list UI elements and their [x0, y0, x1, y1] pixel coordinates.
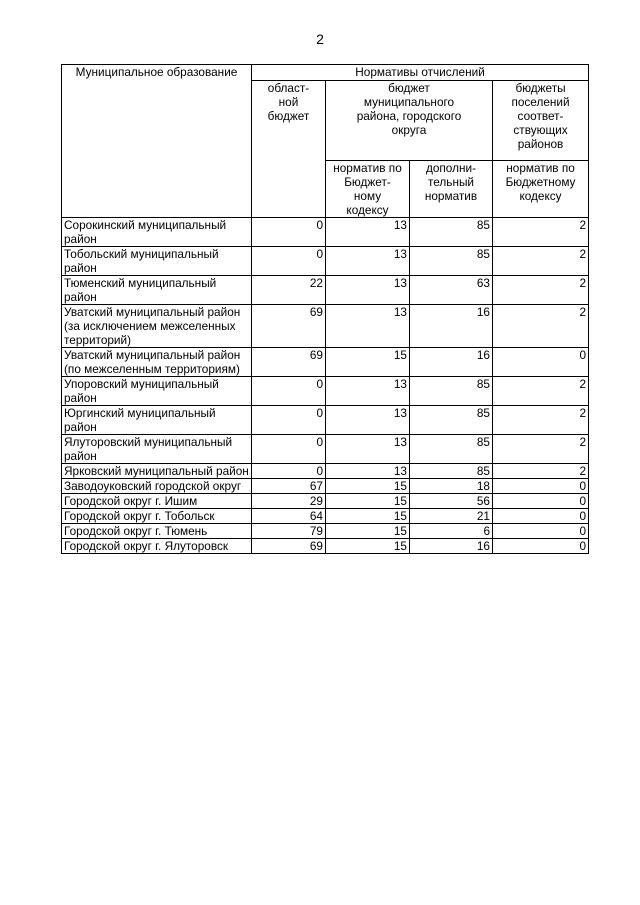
cell-settlement: 2	[493, 464, 589, 479]
cell-additional: 85	[410, 406, 493, 435]
header-regional-budget: област- ной бюджет	[252, 81, 326, 218]
cell-additional: 16	[410, 348, 493, 377]
header-district-additional: дополни- тельный норматив	[410, 161, 493, 218]
cell-additional: 16	[410, 539, 493, 554]
cell-district-norm: 13	[326, 276, 410, 305]
cell-additional: 85	[410, 247, 493, 276]
cell-district-norm: 13	[326, 464, 410, 479]
cell-municipality: Юргинский муниципальный район	[62, 406, 252, 435]
cell-municipality: Ярковский муниципальный район	[62, 464, 252, 479]
cell-municipality: Сорокинский муниципальный район	[62, 218, 252, 247]
table-row	[62, 509, 589, 524]
table-row	[62, 348, 589, 377]
table-row	[62, 494, 589, 509]
cell-settlement: 2	[493, 377, 589, 406]
cell-additional: 18	[410, 479, 493, 494]
cell-settlement: 0	[493, 348, 589, 377]
cell-regional: 0	[252, 377, 326, 406]
cell-regional: 69	[252, 305, 326, 348]
cell-district-norm: 13	[326, 247, 410, 276]
cell-district-norm: 15	[326, 479, 410, 494]
header-district-normative: норматив по Бюджет- ному кодексу	[326, 161, 410, 218]
cell-regional: 0	[252, 464, 326, 479]
cell-settlement: 0	[493, 494, 589, 509]
table-row	[62, 377, 589, 406]
table-row	[62, 406, 589, 435]
table-row	[62, 247, 589, 276]
cell-regional: 0	[252, 435, 326, 464]
cell-additional: 85	[410, 464, 493, 479]
cell-municipality: Городской округ г. Тюмень	[62, 524, 252, 539]
cell-settlement: 2	[493, 406, 589, 435]
cell-regional: 0	[252, 406, 326, 435]
header-settlements-normative: норматив по Бюджетному кодексу	[493, 161, 589, 218]
cell-settlement: 0	[493, 509, 589, 524]
cell-regional: 69	[252, 539, 326, 554]
cell-district-norm: 13	[326, 435, 410, 464]
page-number: 2	[316, 31, 324, 47]
cell-district-norm: 13	[326, 218, 410, 247]
cell-additional: 21	[410, 509, 493, 524]
cell-regional: 0	[252, 247, 326, 276]
cell-municipality: Уватский муниципальный район (по межселенным территориям)	[62, 348, 252, 377]
cell-district-norm: 15	[326, 524, 410, 539]
cell-settlement: 0	[493, 524, 589, 539]
cell-municipality: Городской округ г. Ялуторовск	[62, 539, 252, 554]
header-settlements-budget: бюджеты поселений соответ- ствующих районов	[493, 81, 589, 161]
cell-municipality: Ялуторовский муниципальный район	[62, 435, 252, 464]
cell-district-norm: 13	[326, 406, 410, 435]
table-row	[62, 539, 589, 554]
cell-additional: 85	[410, 435, 493, 464]
header-district-budget: бюджет муниципального района, городского округа	[326, 81, 493, 161]
cell-municipality: Заводоуковский городской округ	[62, 479, 252, 494]
table-row	[62, 464, 589, 479]
table-row	[62, 305, 589, 348]
cell-regional: 69	[252, 348, 326, 377]
cell-municipality: Уватский муниципальный район (за исключением межселенных территорий)	[62, 305, 252, 348]
cell-settlement: 2	[493, 247, 589, 276]
cell-additional: 85	[410, 218, 493, 247]
cell-additional: 6	[410, 524, 493, 539]
cell-settlement: 2	[493, 305, 589, 348]
header-municipality: Муниципальное образование	[62, 65, 252, 218]
cell-regional: 29	[252, 494, 326, 509]
cell-regional: 64	[252, 509, 326, 524]
header-normatives-group: Нормативы отчислений	[252, 65, 589, 81]
cell-additional: 16	[410, 305, 493, 348]
table-row	[62, 524, 589, 539]
cell-settlement: 0	[493, 479, 589, 494]
cell-district-norm: 15	[326, 494, 410, 509]
cell-settlement: 2	[493, 435, 589, 464]
cell-regional: 67	[252, 479, 326, 494]
table-row	[62, 435, 589, 464]
normatives-table	[61, 64, 589, 554]
cell-additional: 85	[410, 377, 493, 406]
cell-additional: 56	[410, 494, 493, 509]
cell-municipality: Тобольский муниципальный район	[62, 247, 252, 276]
cell-district-norm: 15	[326, 509, 410, 524]
cell-settlement: 2	[493, 276, 589, 305]
table-row	[62, 276, 589, 305]
cell-district-norm: 13	[326, 305, 410, 348]
table-row	[62, 479, 589, 494]
cell-settlement: 2	[493, 218, 589, 247]
cell-district-norm: 15	[326, 348, 410, 377]
cell-municipality: Тюменский муниципальный район	[62, 276, 252, 305]
cell-regional: 22	[252, 276, 326, 305]
cell-additional: 63	[410, 276, 493, 305]
table-row	[62, 218, 589, 247]
cell-municipality: Городской округ г. Тобольск	[62, 509, 252, 524]
cell-regional: 79	[252, 524, 326, 539]
cell-settlement: 0	[493, 539, 589, 554]
cell-regional: 0	[252, 218, 326, 247]
cell-municipality: Городской округ г. Ишим	[62, 494, 252, 509]
cell-district-norm: 15	[326, 539, 410, 554]
cell-municipality: Упоровский муниципальный район	[62, 377, 252, 406]
cell-district-norm: 13	[326, 377, 410, 406]
